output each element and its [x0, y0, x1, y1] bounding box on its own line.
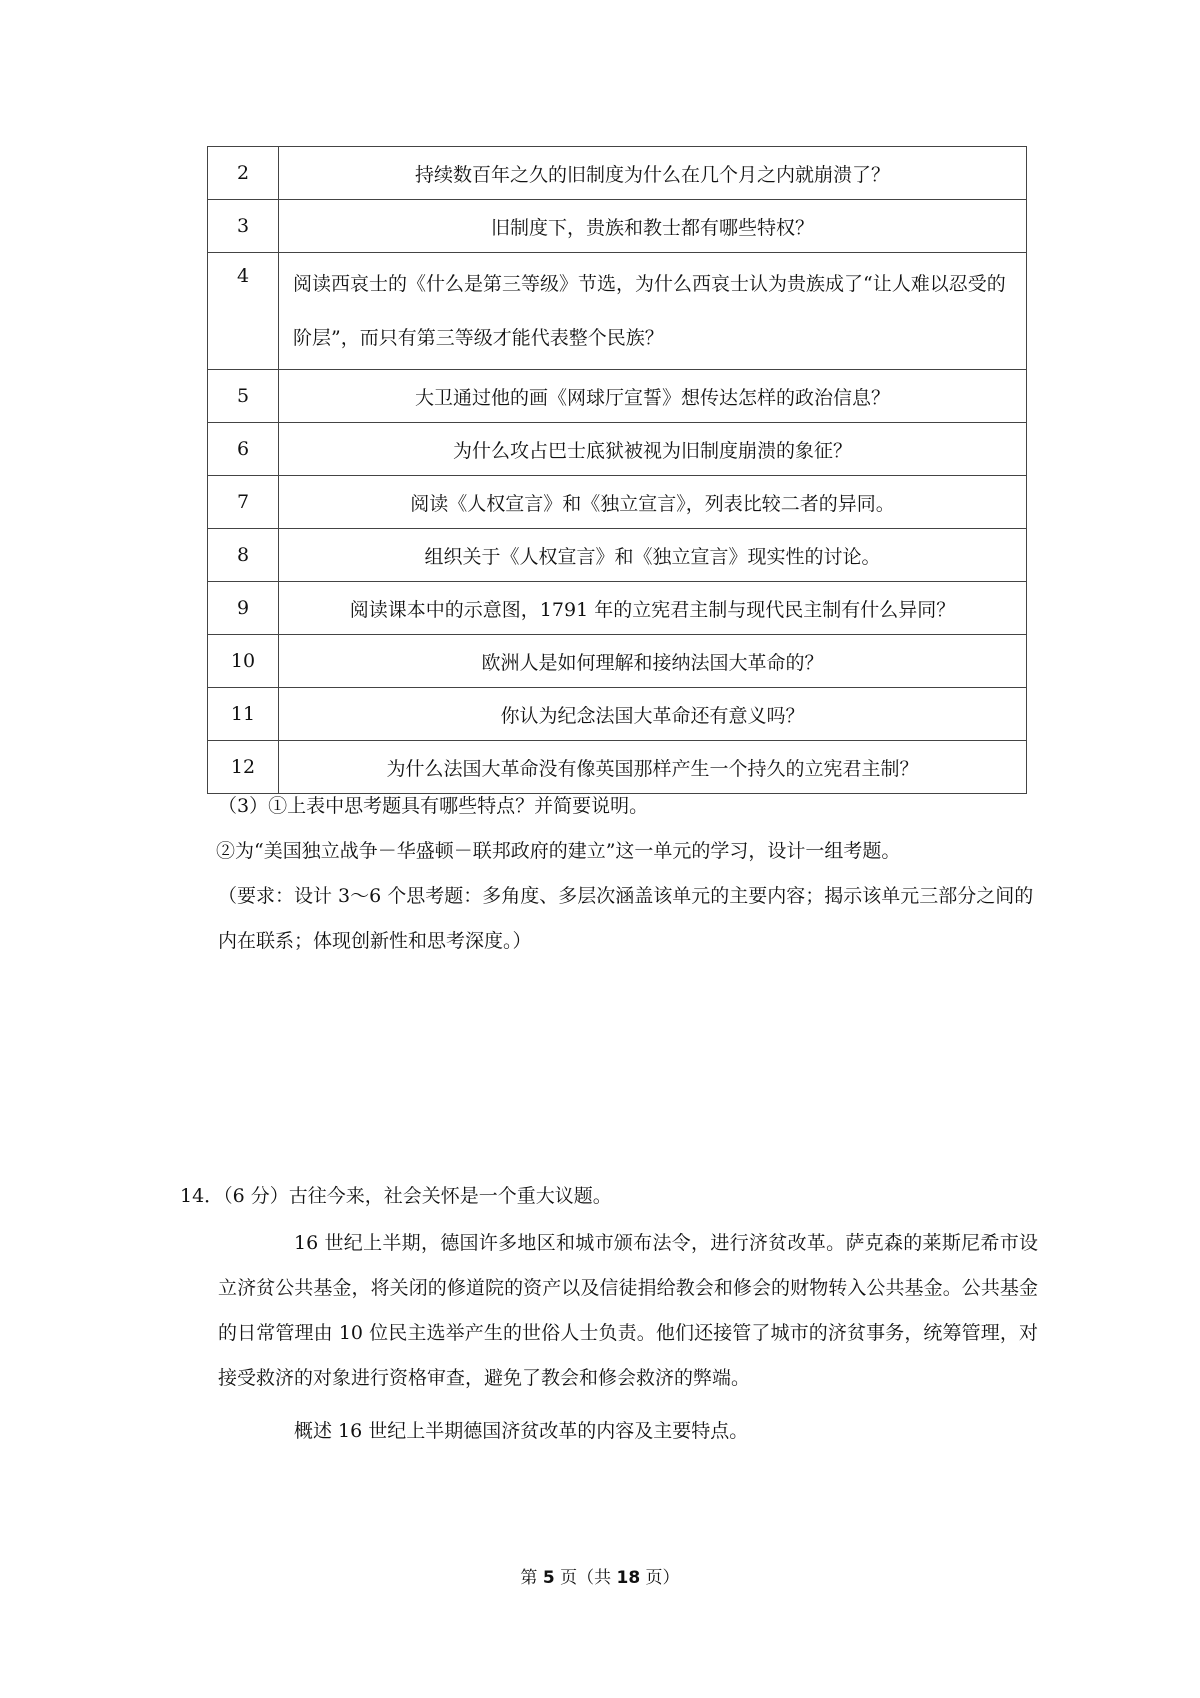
question-text: 组织关于《人权宣言》和《独立宣言》现实性的讨论。: [279, 529, 1027, 582]
question-14-task: 概述 16 世纪上半期德国济贫改革的内容及主要特点。: [294, 1420, 749, 1442]
question-number: 10: [208, 635, 279, 688]
question-number: 2: [208, 147, 279, 200]
question-number: 6: [208, 423, 279, 476]
table-row: [208, 688, 1027, 741]
question-text: 阅读西哀士的《什么是第三等级》节选，为什么西哀士认为贵族成了“让人难以忍受的阶层”，而只有第三等级才能代表整个民族？: [279, 253, 1027, 370]
question-14-material: 16 世纪上半期，德国许多地区和城市颁布法令，进行济贫改革。萨克森的莱斯尼希市设立济贫公共基金，将关闭的修道院的资产以及信徒捐给教会和修会的财物转入公共基金。公共基金的日常管理由 10 位民主选举产生的世俗人士负责。他们还接管了城市的济贫事务，统筹管理，对接受救济的对象进行资格审查，避免了教会和修会救济的弊端。: [218, 1232, 1038, 1389]
question-number: 5: [208, 370, 279, 423]
question-text: 旧制度下，贵族和教士都有哪些特权？: [279, 200, 1027, 253]
question-text: 大卫通过他的画《网球厅宣誓》想传达怎样的政治信息？: [279, 370, 1027, 423]
table-row: [208, 529, 1027, 582]
part3-question-1: （3）①上表中思考题具有哪些特点？并简要说明。: [218, 795, 649, 817]
question-number: 7: [208, 476, 279, 529]
question-text: 你认为纪念法国大革命还有意义吗？: [279, 688, 1027, 741]
question-table-body: [208, 147, 1027, 794]
table-row: [208, 635, 1027, 688]
footer-middle: 页（共: [554, 1568, 617, 1588]
part3-question-2: ②为“美国独立战争－华盛顿－联邦政府的建立”这一单元的学习，设计一组考题。: [216, 840, 901, 862]
question-text: 持续数百年之久的旧制度为什么在几个月之内就崩溃了？: [279, 147, 1027, 200]
table-row: [208, 582, 1027, 635]
question-14: [180, 1174, 1040, 1454]
question-number: 11: [208, 688, 279, 741]
question-table: [207, 146, 1027, 794]
question-text: 为什么攻占巴士底狱被视为旧制度崩溃的象征？: [279, 423, 1027, 476]
question-number: 3: [208, 200, 279, 253]
question-number: 9: [208, 582, 279, 635]
footer-prefix: 第: [520, 1568, 543, 1588]
page-footer: [0, 1563, 1200, 1588]
footer-page-number: 5: [542, 1568, 555, 1588]
table-row: [208, 253, 1027, 370]
table-row: [208, 370, 1027, 423]
question-text: 欧洲人是如何理解和接纳法国大革命的？: [279, 635, 1027, 688]
question-number: 4: [208, 253, 279, 370]
question-text: 为什么法国大革命没有像英国那样产生一个持久的立宪君主制？: [279, 741, 1027, 794]
question-number: 8: [208, 529, 279, 582]
table-row: [208, 200, 1027, 253]
footer-suffix: 页）: [640, 1568, 680, 1588]
part3-requirements: （要求：设计 3～6 个思考题：多角度、多层次涵盖该单元的主要内容；揭示该单元三部分之间的内在联系；体现创新性和思考深度。）: [218, 885, 1034, 952]
part3-section: [218, 784, 1038, 964]
question-text: 阅读《人权宣言》和《独立宣言》，列表比较二者的异同。: [279, 476, 1027, 529]
question-number: 12: [208, 741, 279, 794]
table-row: [208, 423, 1027, 476]
footer-total-pages: 18: [616, 1568, 641, 1588]
question-14-head: 14．（6 分）古往今来，社会关怀是一个重大议题。: [180, 1185, 612, 1207]
table-row: [208, 476, 1027, 529]
table-row: [208, 147, 1027, 200]
question-text: 阅读课本中的示意图，1791 年的立宪君主制与现代民主制有什么异同？: [279, 582, 1027, 635]
